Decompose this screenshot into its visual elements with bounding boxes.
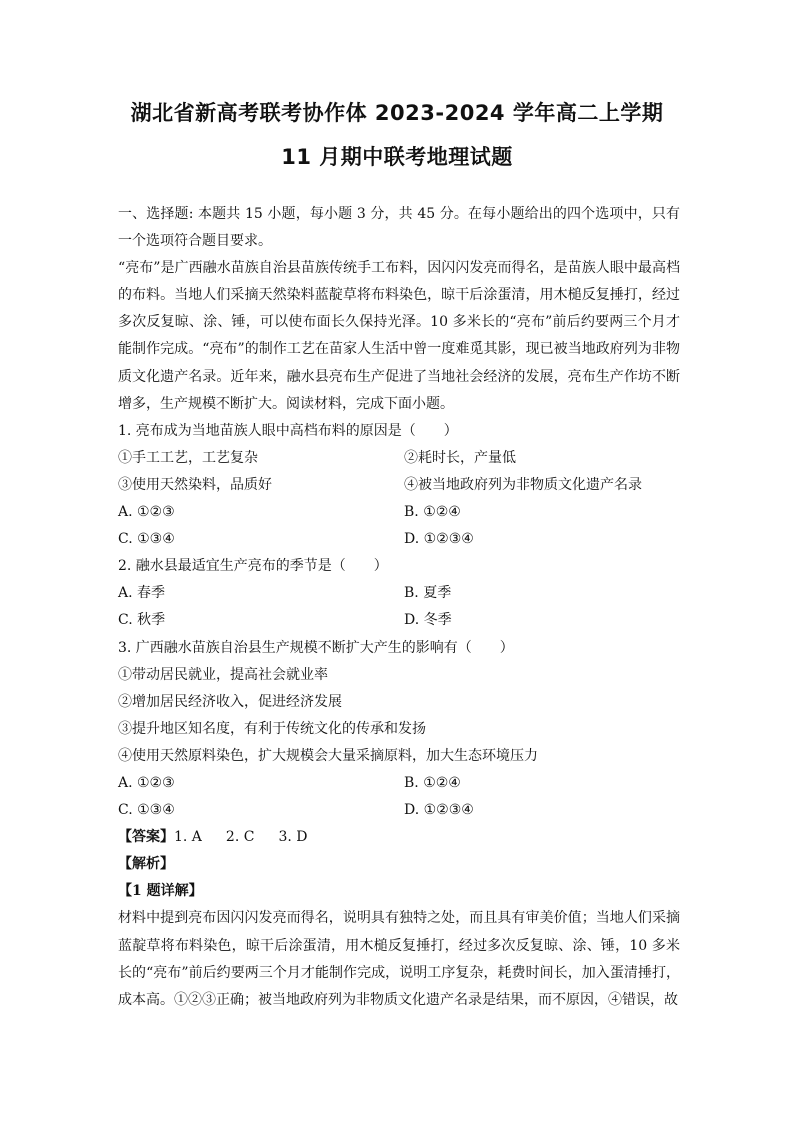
option-c: C. 秋季 (118, 612, 166, 629)
option-d: D. 冬季 (404, 612, 452, 629)
statement: ④使用天然原料染色，扩大规模会大量采摘原料，加大生态环境压力 (118, 747, 538, 764)
statement: ①带动居民就业，提高社会就业率 (118, 666, 328, 683)
option-b: B. ①②④ (404, 774, 461, 791)
statement: ③提升地区知名度，有利于传统文化的传承和发扬 (118, 720, 426, 737)
answer-item: 3. D (278, 829, 308, 846)
question-2-options-row-2 (118, 607, 680, 634)
option-a: A. ①②③ (118, 774, 175, 791)
analysis-label: 【解析】 (118, 856, 174, 873)
page-title-line1: 湖北省新高考联考协作体 2023-2024 学年高二上学期 (130, 101, 664, 125)
question-2-stem: 2. 融水县最适宜生产亮布的季节是（ ） (118, 558, 388, 575)
option-b: B. ①②④ (404, 504, 461, 521)
page-title-line2: 11 月期中联考地理试题 (281, 145, 513, 169)
question-3-options-row-2 (118, 797, 680, 824)
answer-item: 2. C (225, 829, 255, 846)
statement: ②耗时长，产量低 (404, 449, 516, 466)
statement: ④被当地政府列为非物质文化遗产名录 (404, 476, 642, 493)
option-d: D. ①②③④ (404, 802, 474, 819)
option-a: A. ①②③ (118, 504, 175, 521)
statement: ①手工工艺，工艺复杂 (118, 449, 258, 466)
answer-item: 1. A (174, 829, 202, 846)
option-a: A. 春季 (118, 585, 166, 602)
option-c: C. ①③④ (118, 531, 175, 548)
option-d: D. ①②③④ (404, 531, 474, 548)
statement: ③使用天然染料，品质好 (118, 476, 272, 493)
question-3-stem: 3. 广西融水苗族自治县生产规模不断扩大产生的影响有（ ） (118, 639, 514, 656)
question-1-statements-row-2 (118, 472, 680, 499)
analysis-sub-label: 【1 题详解】 (118, 883, 203, 900)
answer-label: 【答案】 (118, 829, 174, 846)
option-b: B. 夏季 (404, 585, 452, 602)
document-body (118, 201, 680, 1014)
section-intro: 一、选择题: 本题共 15 小题，每小题 3 分，共 45 分。在每小题给出的四个选项中，只有一个选项符合题目要求。 (118, 206, 680, 250)
statement: ②增加居民经济收入，促进经济发展 (118, 693, 342, 710)
question-2-options-row-1 (118, 580, 680, 607)
answer-line (118, 824, 680, 851)
analysis-paragraph: 材料中提到亮布因闪闪发亮而得名，说明具有独特之处，而且具有审美价值；当地人们采摘蓝靛草将布料染色，晾干后涂蛋清，用木槌反复捶打，经过多次反复晾、涂、锤，10 多米长的“亮布”前后约要两三个月才能制作完成，说明工序复杂，耗费时间长，加入蛋清捶打，成本高。①②③正确；被当地政府列为非物质文化遗产名录是结果，而不原因，④错误，故 (118, 910, 680, 1008)
question-1-options-row-1 (118, 499, 680, 526)
question-1-options-row-2 (118, 526, 680, 553)
question-1-stem: 1. 亮布成为当地苗族人眼中高档布料的原因是（ ） (118, 422, 458, 439)
question-3-options-row-1 (118, 770, 680, 797)
material-paragraph: “亮布”是广西融水苗族自治县苗族传统手工布料，因闪闪发亮而得名，是苗族人眼中最高档的布料。当地人们采摘天然染料蓝靛草将布料染色，晾干后涂蛋清，用木槌反复捶打，经过多次反复晾、涂、锤，可以使布面长久保持光泽。10 多米长的“亮布”前后约要两三个月才能制作完成。“亮布”的制作工艺在苗家人生活中曾一度难觅其影，现已被当地政府列为非物质文化遗产名录。近年来，融水县亮布生产促进了当地社会经济的发展，亮布生产作坊不断增多，生产规模不断扩大。阅读材料，完成下面小题。 (118, 260, 680, 412)
question-1-statements-row-1 (118, 445, 680, 472)
option-c: C. ①③④ (118, 802, 175, 819)
